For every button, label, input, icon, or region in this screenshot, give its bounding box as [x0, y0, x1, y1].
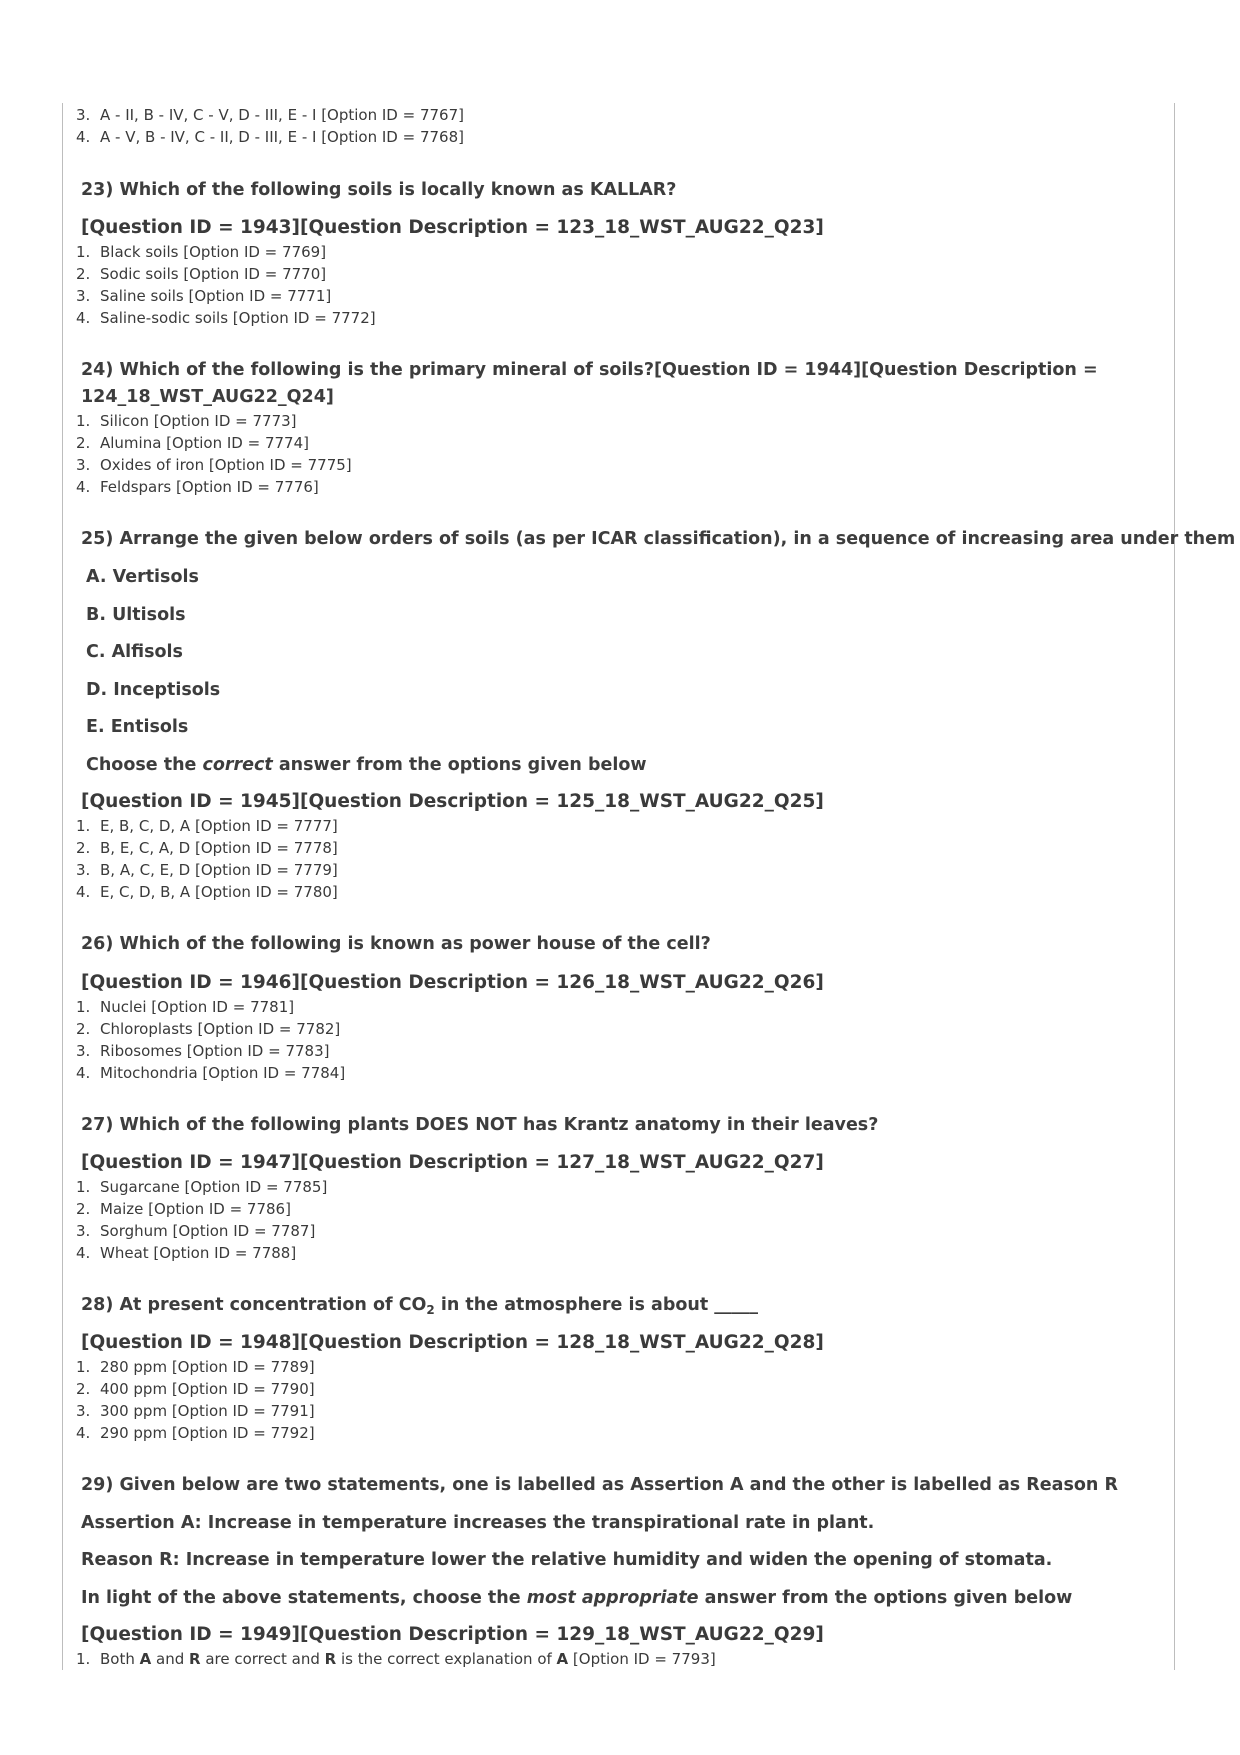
assertion-text: Assertion A: Increase in temperature increases the transpirational rate in plant. — [81, 1513, 875, 1533]
option-item: 1. 280 ppm [Option ID = 7789] — [76, 1358, 315, 1376]
question-23-text: 23) Which of the following soils is locally known as KALLAR? — [81, 180, 677, 200]
option-item: 3. 300 ppm [Option ID = 7791] — [76, 1402, 315, 1420]
option-item: 2. Alumina [Option ID = 7774] — [76, 434, 309, 452]
question-29-text: 29) Given below are two statements, one is labelled as Assertion A and the other is labelled as Reason R — [81, 1475, 1118, 1495]
option-item: 4. 290 ppm [Option ID = 7792] — [76, 1424, 315, 1442]
option-item: 4. E, C, D, B, A [Option ID = 7780] — [76, 883, 338, 901]
question-27-text: 27) Which of the following plants DOES NOT has Krantz anatomy in their leaves? — [81, 1115, 879, 1135]
question-28-id: [Question ID = 1948][Question Description = 128_18_WST_AUG22_Q28] — [81, 1332, 824, 1353]
option-item: 3. Ribosomes [Option ID = 7783] — [76, 1042, 330, 1060]
question-23-id: [Question ID = 1943][Question Description = 123_18_WST_AUG22_Q23] — [81, 217, 824, 238]
soil-order-item: C. Alfisols — [86, 642, 183, 662]
option-item: 1. Sugarcane [Option ID = 7785] — [76, 1178, 328, 1196]
soil-order-item: D. Inceptisols — [86, 680, 221, 700]
soil-order-item: B. Ultisols — [86, 605, 186, 625]
option-item: 2. Maize [Option ID = 7786] — [76, 1200, 291, 1218]
option-item: 2. Chloroplasts [Option ID = 7782] — [76, 1020, 341, 1038]
option-item: 4. Wheat [Option ID = 7788] — [76, 1244, 297, 1262]
option-item: 4. Mitochondria [Option ID = 7784] — [76, 1064, 346, 1082]
option-item: 2. B, E, C, A, D [Option ID = 7778] — [76, 839, 338, 857]
option-item: 3. A - II, B - IV, C - V, D - III, E - I [Option ID = 7767] — [76, 106, 464, 124]
option-item: 3. Sorghum [Option ID = 7787] — [76, 1222, 316, 1240]
question-26-id: [Question ID = 1946][Question Description = 126_18_WST_AUG22_Q26] — [81, 972, 824, 993]
question-28-text: 28) At present concentration of $CO_2$ in the atmosphere is about _____ — [81, 1295, 759, 1317]
option-item: 1. E, B, C, D, A [Option ID = 7777] — [76, 817, 338, 835]
page-frame-left-border — [62, 103, 63, 1670]
question-24-text: 24) Which of the following is the primary mineral of soils?[Question ID = 1944][Question Description = 124_18_WST_AUG22_Q24] — [81, 360, 1098, 407]
option-item: 3. B, A, C, E, D [Option ID = 7779] — [76, 861, 338, 879]
question-26-text: 26) Which of the following is known as power house of the cell? — [81, 934, 711, 954]
option-item: 1. Both A and R are correct and R is the correct explanation of A [Option ID = 7793] — [76, 1650, 716, 1668]
question-29-instruction: In light of the above statements, choose the most appropriate answer from the options given below — [81, 1588, 1073, 1608]
question-29-id: [Question ID = 1949][Question Description = 129_18_WST_AUG22_Q29] — [81, 1624, 824, 1645]
option-item: 1. Black soils [Option ID = 7769] — [76, 243, 327, 261]
question-25-text: 25) Arrange the given below orders of soils (as per ICAR classification), in a sequence of increasing area under them — [81, 529, 1236, 549]
option-item: 4. Feldspars [Option ID = 7776] — [76, 478, 319, 496]
option-item: 4. A - V, B - IV, C - II, D - III, E - I [Option ID = 7768] — [76, 128, 464, 146]
reason-text: Reason R: Increase in temperature lower the relative humidity and widen the opening of stomata. — [81, 1550, 1053, 1570]
option-item: 3. Oxides of iron [Option ID = 7775] — [76, 456, 352, 474]
option-item: 4. Saline-sodic soils [Option ID = 7772] — [76, 309, 376, 327]
page-frame-right-border — [1174, 103, 1175, 1670]
option-item: 3. Saline soils [Option ID = 7771] — [76, 287, 332, 305]
option-item: 1. Silicon [Option ID = 7773] — [76, 412, 297, 430]
option-item: 1. Nuclei [Option ID = 7781] — [76, 998, 295, 1016]
option-item: 2. 400 ppm [Option ID = 7790] — [76, 1380, 315, 1398]
soil-order-item: A. Vertisols — [86, 567, 199, 587]
soil-order-item: E. Entisols — [86, 717, 189, 737]
question-25-instruction: Choose the correct answer from the options given below — [86, 755, 647, 775]
option-item: 2. Sodic soils [Option ID = 7770] — [76, 265, 327, 283]
question-27-id: [Question ID = 1947][Question Description = 127_18_WST_AUG22_Q27] — [81, 1152, 824, 1173]
question-25-id: [Question ID = 1945][Question Description = 125_18_WST_AUG22_Q25] — [81, 791, 824, 812]
